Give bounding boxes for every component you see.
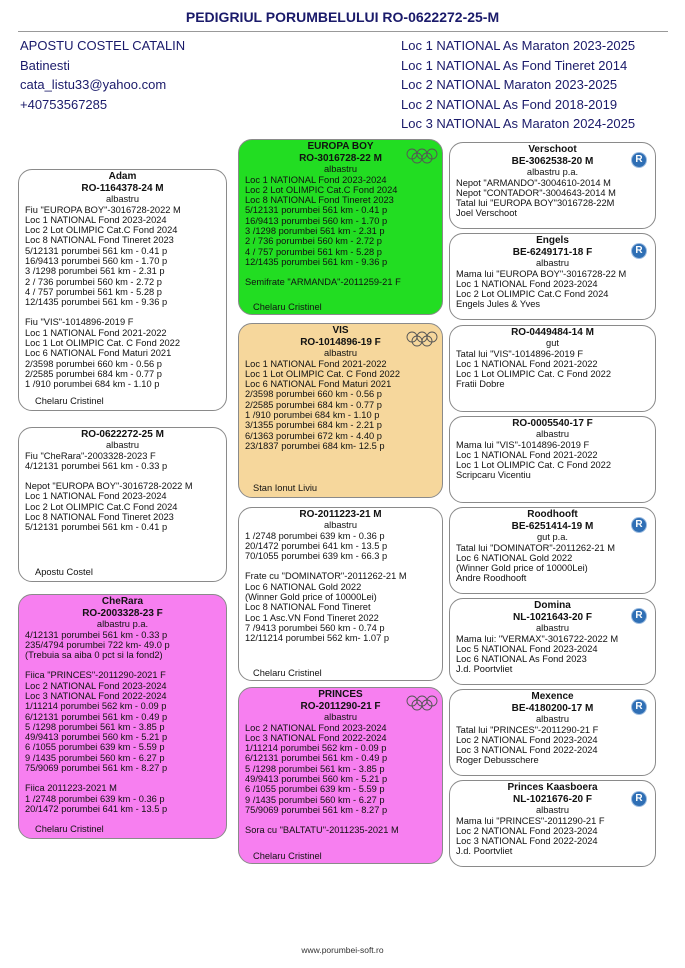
performance-line: 4/12131 porumbei 561 km - 0.33 p: [25, 460, 168, 471]
performance-line: 1 /910 porumbei 684 km - 1.10 p: [25, 379, 160, 390]
performance-line: 9 /1435 porumbei 560 km - 6.27 p: [245, 794, 385, 805]
spacer: [239, 815, 442, 825]
achievement-item: Loc 1 NATIONAL As Maraton 2023-2025: [401, 38, 636, 53]
performance-line: 1 /2748 porumbei 639 km - 0.36 p: [245, 530, 385, 541]
breeder-name: Chelaru Cristinel: [253, 851, 322, 861]
pigeon-name: EUROPA BOY: [307, 141, 374, 152]
performance-line: 23/1837 porumbei 684 km- 12.5 p: [245, 440, 385, 451]
pigeon-name: CheRara: [101, 596, 144, 607]
performance-line: 1/11214 porumbei 562 km - 0.09 p: [25, 701, 167, 712]
performance-line: Loc 2 Lot OLIMPIC Cat.C Fond 2024: [245, 184, 398, 195]
pigeon-color: albastru p.a.: [96, 619, 149, 629]
performance-line: Tatal lui "PRINCES"-2011290-21 F: [456, 724, 599, 735]
performance-line: Loc 1 NATIONAL Fond 2021-2022: [25, 327, 167, 338]
performance-line: J.d. Poortvliet: [456, 664, 513, 675]
pigeon-name: Mexence: [531, 691, 574, 702]
achievement-item: Loc 2 NATIONAL Maraton 2023-2025: [401, 77, 618, 93]
performance-line: 6 /1055 porumbei 639 km - 5.59 p: [25, 742, 165, 753]
performance-line: Tatal lui "VIS"-1014896-2019 F: [456, 348, 584, 359]
performance-line: 1 /910 porumbei 684 km - 1.10 p: [245, 409, 380, 420]
card-vis: [238, 323, 443, 498]
ring-number: RO-2003328-23 F: [82, 608, 163, 619]
ring-number: RO-2011290-21 F: [300, 701, 381, 712]
performance-line: Fiica 2011223-2021 M: [25, 783, 117, 794]
performance-line: 5/12131 porumbei 561 km - 0.41 p: [245, 205, 388, 216]
performance-line: Nepot "ARMANDO"-3004610-2014 M: [456, 177, 611, 188]
performance-line: Loc 3 NATIONAL Fond 2022-2024: [25, 690, 167, 701]
performance-line: Nepot "CONTADOR"-3004643-2014 M: [456, 187, 616, 198]
card-princes: [238, 687, 443, 864]
performance-line: 70/1055 porumbei 639 km - 66.3 p: [245, 551, 388, 562]
pigeon-name: Princes Kaasboera: [507, 782, 598, 793]
performance-line: Andre Roodhooft: [456, 573, 527, 584]
performance-line: Nepot "EUROPA BOY"-3016728-2022 M: [25, 481, 193, 492]
performance-line: 6/1363 porumbei 672 km - 4.40 p: [245, 430, 382, 441]
performance-line: Loc 2 NATIONAL Fond 2023-2024: [456, 825, 598, 836]
performance-line: Loc 5 NATIONAL Fond 2023-2024: [456, 643, 598, 654]
pigeon-color: albastru: [323, 164, 358, 174]
breeder-name: Stan Ionut Liviu: [253, 483, 318, 493]
performance-line: 49/9413 porumbei 560 km - 5.21 p: [25, 732, 168, 743]
registered-badge-icon: R: [631, 517, 647, 533]
performance-line: 2/3598 porumbei 660 km - 0.56 p: [25, 358, 162, 369]
performance-line: Mama lui: "VERMAX"-3016722-2022 M: [456, 633, 619, 644]
pigeon-color: gut p.a.: [536, 532, 568, 542]
breeder-name: Chelaru Cristinel: [35, 396, 104, 406]
card-princes-kaasboera: [449, 780, 656, 867]
performance-line: 2 / 736 porumbei 560 km - 2.72 p: [245, 236, 382, 247]
performance-line: Loc 1 NATIONAL Fond 2021-2022: [456, 449, 598, 460]
performance-line: Loc 3 NATIONAL Fond 2022-2024: [456, 745, 598, 756]
performance-line: Tatal lui "DOMINATOR"-2011262-21 M: [456, 542, 616, 553]
breeder-name: Chelaru Cristinel: [35, 824, 104, 834]
performance-line: Loc 1 Lot OLIMPIC Cat. C Fond 2022: [456, 460, 612, 471]
performance-line: Loc 8 NATIONAL Fond Tineret 2023: [245, 195, 394, 206]
performance-line: Loc 8 NATIONAL Fond Tineret: [245, 602, 371, 613]
performance-line: 1 /2748 porumbei 639 km - 0.36 p: [25, 793, 165, 804]
owner-achievements: [401, 36, 635, 134]
performance-line: 2/2585 porumbei 684 km - 0.77 p: [25, 368, 162, 379]
performance-line: Scripcaru Vicentiu: [456, 470, 531, 481]
performance-line: Loc 2 Lot OLIMPIC Cat.C Fond 2024: [25, 501, 178, 512]
owner-city: Batinesti: [20, 57, 70, 73]
performance-line: 1/11214 porumbei 562 km - 0.09 p: [245, 743, 387, 754]
owner-info: [20, 36, 185, 114]
performance-line: 3 /1298 porumbei 561 km - 2.31 p: [245, 225, 385, 236]
performance-line: Frate cu "DOMINATOR"-2011262-21 M: [245, 571, 407, 582]
performance-line: Loc 3 NATIONAL Fond 2022-2024: [245, 732, 387, 743]
performance-line: 20/1472 porumbei 641 km - 13.5 p: [25, 803, 168, 814]
performance-line: Loc 1 NATIONAL Fond 2021-2022: [456, 358, 598, 369]
ring-number: RO-3016728-22 M: [299, 153, 382, 164]
performance-line: Semifrate "ARMANDA"-2011259-21 F: [245, 277, 401, 288]
owner-name: APOSTU COSTEL CATALIN: [20, 38, 186, 53]
performance-line: Fiica "PRINCES"-2011290-2021 F: [25, 670, 166, 681]
page-title: PEDIGRIUL PORUMBELULUI RO-0622272-25-M: [185, 9, 500, 25]
card-europa-boy: [238, 139, 443, 315]
performance-line: Fiu "VIS"-1014896-2019 F: [25, 317, 134, 328]
performance-line: 3/1355 porumbei 684 km - 2.21 p: [245, 420, 382, 431]
performance-line: 75/9069 porumbei 561 km - 8.27 p: [245, 804, 388, 815]
performance-line: Engels Jules & Yves: [456, 299, 541, 310]
spacer: [239, 561, 442, 571]
card-roodhooft: [449, 507, 656, 594]
ring-number: BE-4180200-17 M: [511, 703, 594, 714]
title-divider: [18, 31, 668, 32]
performance-line: Loc 1 NATIONAL Fond 2023-2024: [245, 174, 387, 185]
pigeon-name: Engels: [536, 235, 569, 246]
performance-line: J.d. Poortvliet: [456, 846, 513, 857]
performance-line: 2/3598 porumbei 660 km - 0.56 p: [245, 389, 382, 400]
owner-phone: +40753567285: [20, 96, 108, 112]
card-cherara: [18, 594, 227, 839]
spacer: [19, 307, 226, 317]
ring-number: RO-1014896-19 F: [300, 337, 381, 348]
pigeon-color: albastru: [535, 714, 570, 724]
performance-line: 5/12131 porumbei 561 km - 0.41 p: [25, 522, 168, 533]
ring-number: RO-2011223-21 M: [299, 509, 382, 520]
performance-line: (Winner Gold price of 10000Lei): [245, 591, 377, 602]
performance-line: 16/9413 porumbei 560 km - 1.70 p: [245, 215, 388, 226]
achievement-item: Loc 2 NATIONAL As Fond 2018-2019: [401, 96, 618, 112]
performance-line: Fiu "EUROPA BOY"-3016728-2022 M: [25, 204, 181, 215]
performance-line: Loc 8 NATIONAL Fond Tineret 2023: [25, 235, 174, 246]
performance-line: Tatal lui "EUROPA BOY"3016728-22M: [456, 198, 615, 209]
performance-line: Loc 2 Lot OLIMPIC Cat.C Fond 2024: [456, 289, 609, 300]
card-adam: [18, 169, 227, 411]
spacer: [19, 471, 226, 481]
spacer: [19, 660, 226, 670]
breeder-name: Apostu Costel: [35, 567, 93, 577]
performance-line: Loc 2 NATIONAL Fond 2023-2024: [245, 722, 387, 733]
performance-line: Loc 1 Lot OLIMPIC Cat. C Fond 2022: [245, 368, 401, 379]
performance-line: 5 /1298 porumbei 561 km - 3.85 p: [245, 763, 385, 774]
pigeon-name: VIS: [332, 325, 349, 336]
performance-line: Roger Debusschere: [456, 755, 539, 766]
registered-badge-icon: R: [631, 791, 647, 807]
performance-line: Joel Verschoot: [456, 208, 517, 219]
performance-line: Loc 6 NATIONAL Fond Maturi 2021: [25, 348, 172, 359]
card-verschoot: [449, 142, 656, 229]
spacer: [239, 267, 442, 277]
performance-line: Loc 6 NATIONAL As Fond 2023: [456, 654, 587, 665]
performance-line: Loc 3 NATIONAL Fond 2022-2024: [456, 836, 598, 847]
performance-line: 6 /1055 porumbei 639 km - 5.59 p: [245, 784, 385, 795]
performance-line: (Winner Gold price of 10000Lei): [456, 563, 588, 574]
card-ro-0449484: [449, 325, 656, 412]
pigeon-color: albastru: [105, 194, 140, 204]
performance-line: Loc 2 Lot OLIMPIC Cat.C Fond 2024: [25, 225, 178, 236]
performance-line: Loc 1 NATIONAL Fond 2023-2024: [456, 278, 598, 289]
pigeon-name: Roodhooft: [527, 509, 578, 520]
performance-line: 4/12131 porumbei 561 km - 0.33 p: [25, 629, 168, 640]
ring-number: BE-3062538-20 M: [511, 156, 594, 167]
performance-line: 9 /1435 porumbei 560 km - 6.27 p: [25, 752, 165, 763]
performance-line: 6/12131 porumbei 561 km - 0.49 p: [245, 753, 388, 764]
performance-line: 2/2585 porumbei 684 km - 0.77 p: [245, 399, 382, 410]
performance-line: Loc 1 Asc.VN Fond Tineret 2022: [245, 612, 379, 623]
performance-line: Sora cu "BALTATU"-2011235-2021 M: [245, 825, 399, 836]
pigeon-color: albastru: [323, 348, 358, 358]
pigeon-color: albastru: [323, 520, 358, 530]
performance-line: 75/9069 porumbei 561 km - 8.27 p: [25, 763, 168, 774]
card-domina: [449, 598, 656, 685]
ring-number: BE-6249171-18 F: [512, 247, 593, 258]
pigeon-color: albastru p.a.: [526, 167, 579, 177]
performance-line: Loc 6 NATIONAL Fond Maturi 2021: [245, 379, 392, 390]
performance-line: 12/11214 porumbei 562 km- 1.07 p: [245, 633, 390, 644]
performance-line: Mama lui "EUROPA BOY"-3016728-22 M: [456, 268, 627, 279]
performance-line: 4 / 757 porumbei 561 km - 5.28 p: [25, 286, 162, 297]
pigeon-name: Adam: [108, 171, 137, 182]
ring-number: RO-1164378-24 M: [81, 183, 164, 194]
performance-line: Fratii Dobre: [456, 379, 505, 390]
performance-line: Loc 1 Lot OLIMPIC Cat. C Fond 2022: [25, 338, 181, 349]
pigeon-color: albastru: [323, 712, 358, 722]
performance-line: Loc 1 Lot OLIMPIC Cat. C Fond 2022: [456, 369, 612, 380]
pigeon-color: albastru: [535, 805, 570, 815]
performance-line: Loc 8 NATIONAL Fond Tineret 2023: [25, 511, 174, 522]
performance-line: 235/4794 porumbei 722 km- 49.0 p: [25, 639, 170, 650]
performance-line: 12/1435 porumbei 561 km - 9.36 p: [25, 297, 168, 308]
card-ro-2011223: [238, 507, 443, 681]
performance-line: Loc 1 NATIONAL Fond 2023-2024: [25, 491, 167, 502]
performance-line: Loc 2 NATIONAL Fond 2023-2024: [25, 680, 167, 691]
performance-line: 3 /1298 porumbei 561 km - 2.31 p: [25, 266, 165, 277]
performance-line: Mama lui "VIS"-1014896-2019 F: [456, 439, 590, 450]
pigeon-color: albastru: [535, 258, 570, 268]
performance-line: 16/9413 porumbei 560 km - 1.70 p: [25, 255, 168, 266]
card-ro-0005540: [449, 416, 656, 503]
performance-line: Mama lui "PRINCES"-2011290-21 F: [456, 815, 605, 826]
performance-line: 5/12131 porumbei 561 km - 0.41 p: [25, 245, 168, 256]
footer-website: www.porumbei-soft.ro: [301, 945, 384, 955]
performance-line: 12/1435 porumbei 561 km - 9.36 p: [245, 256, 388, 267]
pigeon-color: albastru: [535, 623, 570, 633]
registered-badge-icon: R: [631, 699, 647, 715]
registered-badge-icon: R: [631, 608, 647, 624]
breeder-name: Chelaru Cristinel: [253, 668, 322, 678]
performance-line: 6/12131 porumbei 561 km - 0.49 p: [25, 711, 168, 722]
olympic-rings-icon: [406, 695, 438, 711]
pigeon-color: gut: [546, 338, 559, 348]
performance-line: 7 /9413 porumbei 560 km - 0.74 p: [245, 622, 385, 633]
performance-line: Loc 6 NATIONAL Gold 2022: [245, 581, 362, 592]
breeder-name: Chelaru Cristinel: [253, 302, 322, 312]
olympic-rings-icon: [406, 148, 438, 164]
ring-number: NL-1021643-20 F: [513, 612, 592, 623]
performance-line: Loc 1 NATIONAL Fond 2023-2024: [25, 214, 167, 225]
pigeon-name: PRINCES: [318, 689, 363, 700]
performance-line: Loc 1 NATIONAL Fond 2021-2022: [245, 358, 387, 369]
performance-line: 4 / 757 porumbei 561 km - 5.28 p: [245, 246, 382, 257]
ring-number: NL-1021676-20 F: [513, 794, 592, 805]
card-subject-pigeon: [18, 427, 227, 582]
performance-line: 20/1472 porumbei 641 km - 13.5 p: [245, 540, 388, 551]
performance-line: Loc 6 NATIONAL Gold 2022: [456, 552, 573, 563]
pigeon-color: albastru: [535, 429, 570, 439]
achievement-item: Loc 3 NATIONAL As Maraton 2024-2025: [401, 116, 636, 132]
ring-number: RO-0622272-25 M: [81, 429, 164, 440]
performance-line: 2 / 736 porumbei 560 km - 2.72 p: [25, 276, 162, 287]
achievement-item: Loc 1 NATIONAL As Fond Tineret 2014: [401, 57, 628, 73]
card-mexence: [449, 689, 656, 776]
registered-badge-icon: R: [631, 152, 647, 168]
pigeon-color: albastru: [105, 440, 140, 450]
spacer: [19, 773, 226, 783]
performance-line: (Trebuia sa aiba 0 pct si la fond2): [25, 650, 163, 661]
performance-line: 49/9413 porumbei 560 km - 5.21 p: [245, 773, 388, 784]
pigeon-name: Verschoot: [528, 144, 577, 155]
performance-line: 5 /1298 porumbei 561 km - 3.85 p: [25, 721, 165, 732]
card-engels: [449, 233, 656, 320]
pigeon-name: Domina: [534, 600, 571, 611]
ring-number: RO-0005540-17 F: [512, 418, 593, 429]
registered-badge-icon: R: [631, 243, 647, 259]
olympic-rings-icon: [406, 331, 438, 347]
ring-number: RO-0449484-14 M: [511, 327, 594, 338]
performance-line: Fiu "CheRara"-2003328-2023 F: [25, 450, 156, 461]
performance-line: Loc 2 NATIONAL Fond 2023-2024: [456, 734, 598, 745]
owner-email: cata_listu33@yahoo.com: [20, 77, 167, 93]
ring-number: BE-6251414-19 M: [511, 521, 594, 532]
